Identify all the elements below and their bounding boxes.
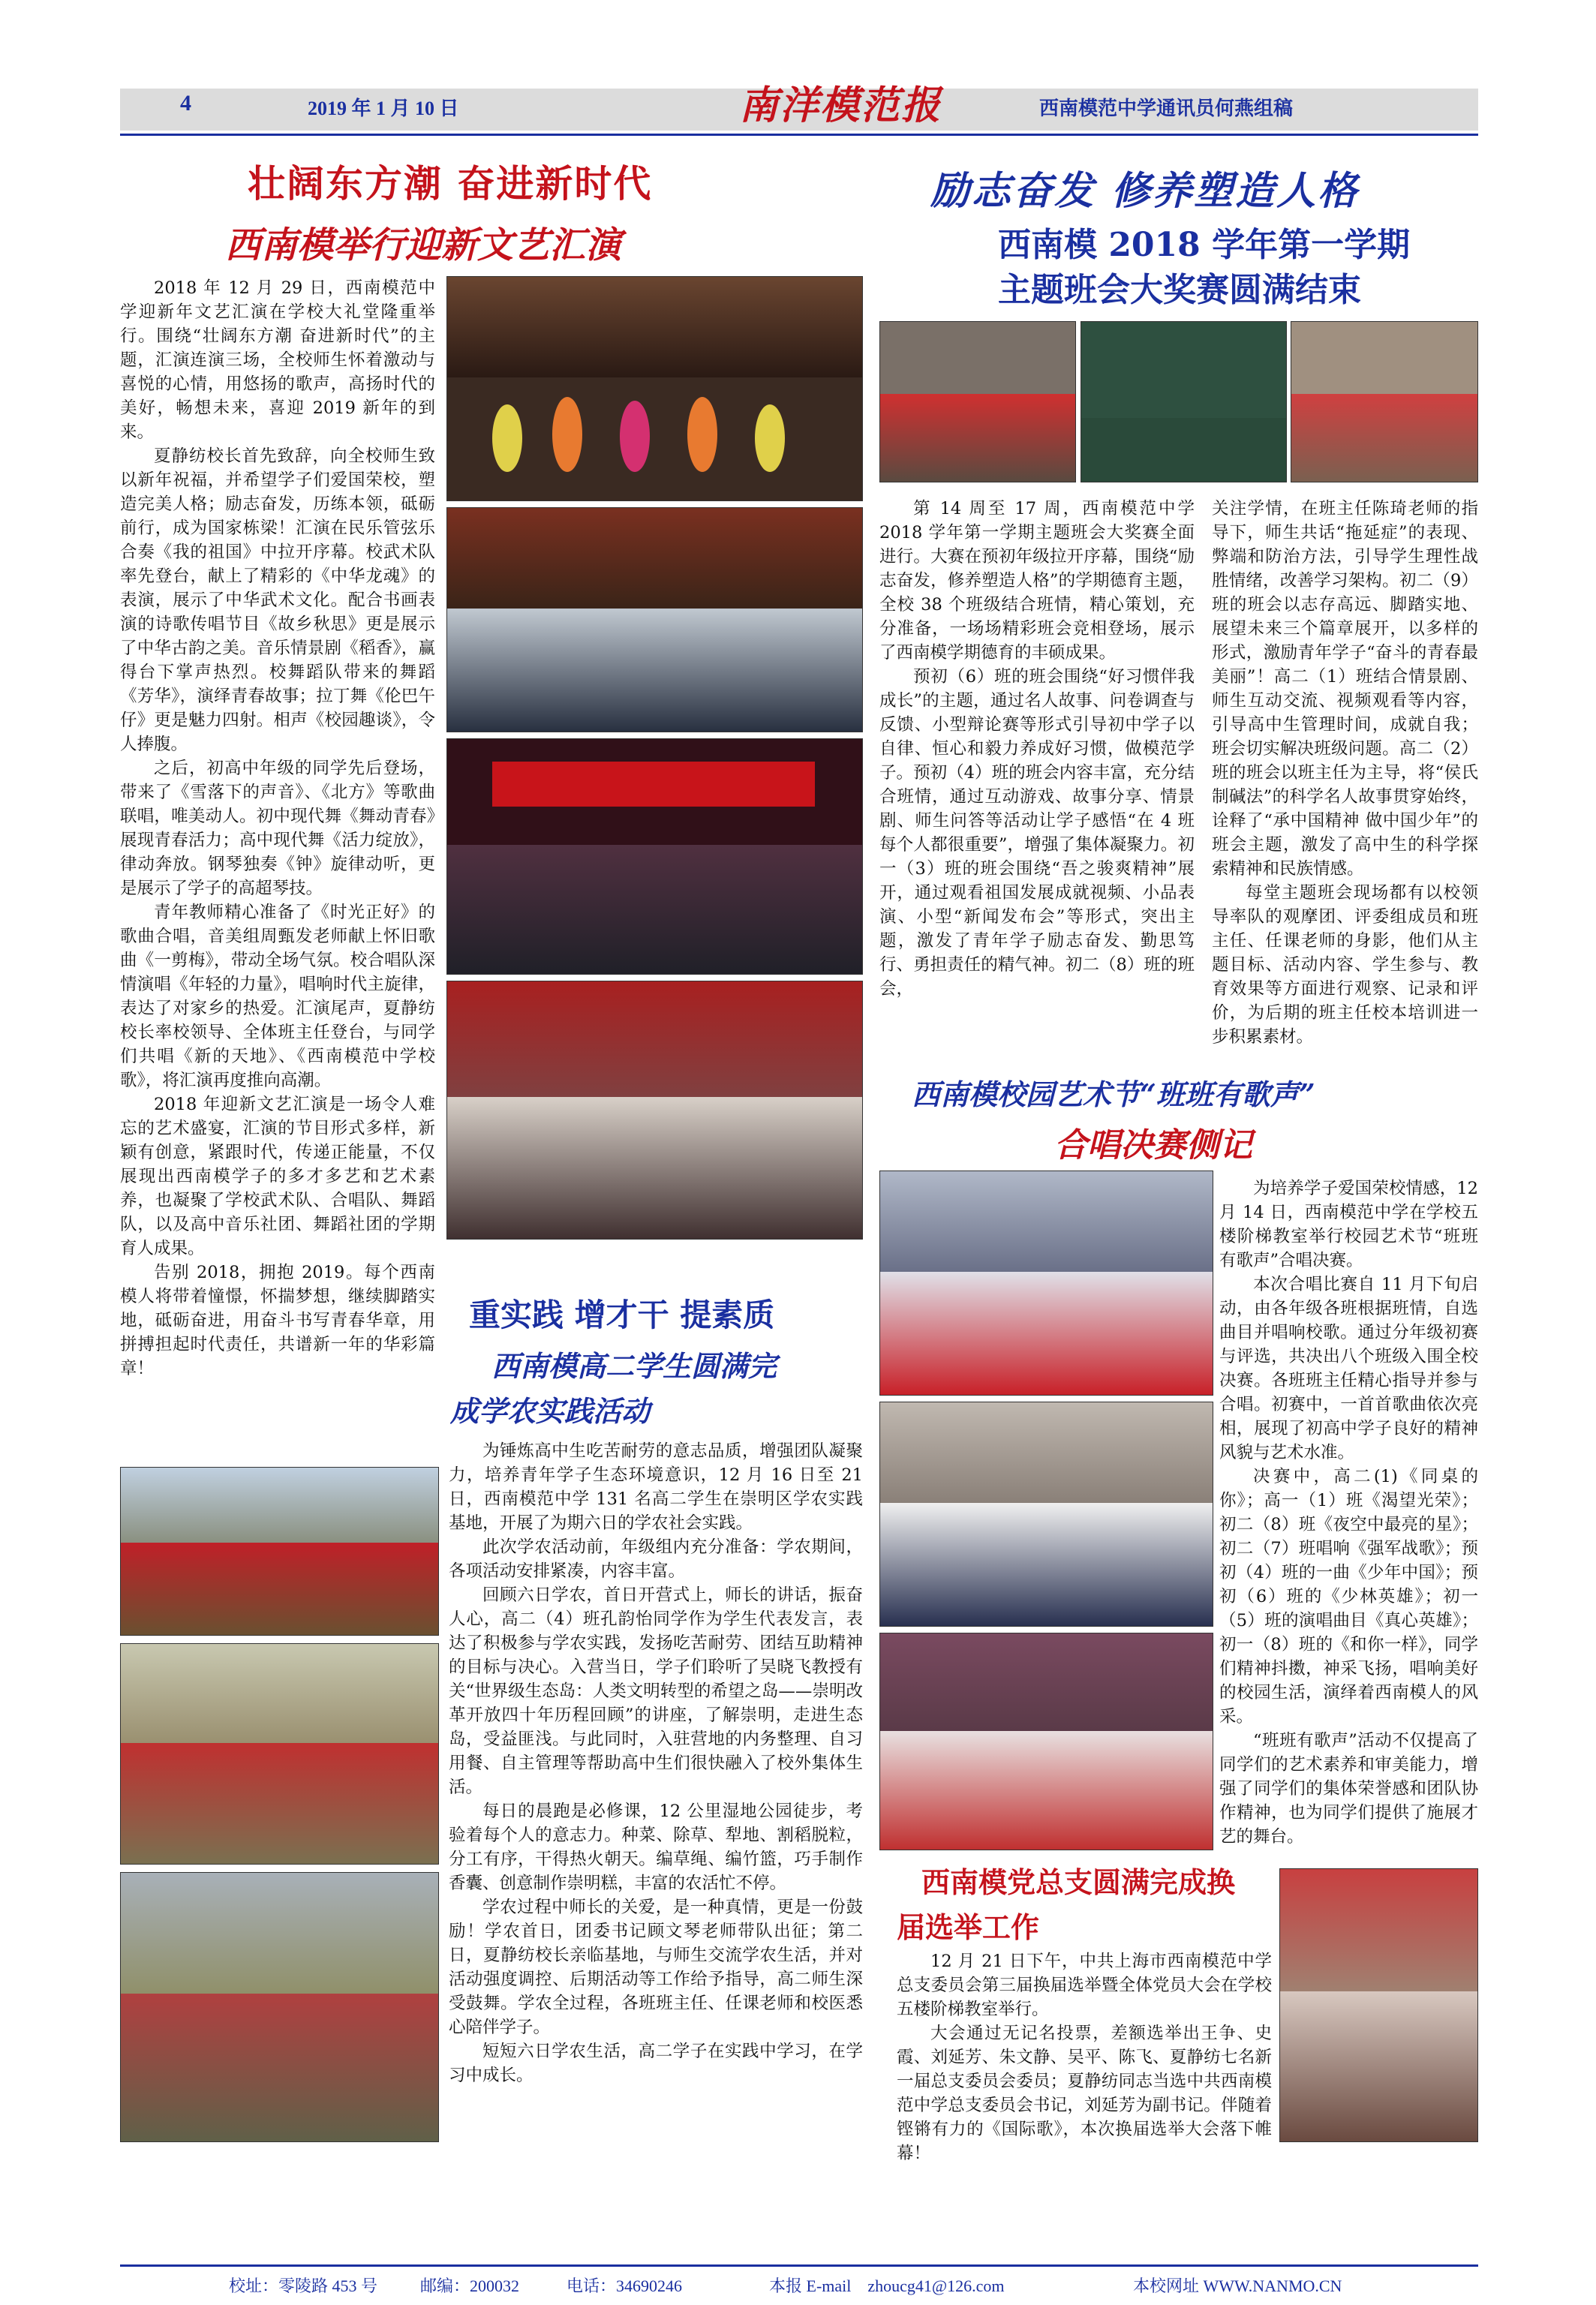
party-article: [897, 1949, 1272, 2165]
footer-zip: 邮编：200032: [420, 2276, 520, 2295]
photo-choir-1: [879, 1171, 1213, 1396]
left-subhead: 西南模举行迎新文艺汇演: [225, 224, 622, 266]
para: 关注学情，在班主任陈琦老师的指导下，师生共话“拖延症”的表现、弊端和防治方法，引导学生理性战胜情绪，改善学习架构。初二（9）班的班会以志存高远、脚踏实地、展望未来三个篇章展开，以多样的形式，激励青年学子“奋斗的青春最美丽”！高二（1）班结合情景剧、师生互动交流、视频观看等内容，引导高中生管理时间，成就自我；班会切实解决班级问题。高二（2）班的班会以班主任为主导，将“侯氏制碱法”的科学名人故事贯穿始终，诠释了“承中国精神 做中国少年”的班会主题，激发了高中生的科学探索精神和民族情感。: [1212, 499, 1478, 879]
para: 第 14 周至 17 周，西南模范中学 2018 学年第一学期主题班会大奖赛全面进行。大赛在预初年级拉开序幕，围绕“励志奋发，修养塑造人格”的学期德育主题，全校 38 个班级结合班情，精心策划，充分准备，一场场精彩班会竞相登场，展示了西南模学期德育的丰硕成果。: [879, 499, 1195, 663]
right-headline: 励志奋发 修养塑造人格: [930, 168, 1360, 214]
para: 12 月 21 日下午，中共上海市西南模范中学总支委员会第三届换届选举暨全体党员大会在学校五楼阶梯教室举行。: [897, 1952, 1272, 2019]
editor-credit: 西南模范中学通讯员何燕组稿: [1039, 98, 1294, 120]
footer-phone: 电话：34690246: [567, 2276, 683, 2295]
para: 回顾六日学农，首日开营式上，师长的讲话，振奋人心，高二（4）班孔韵怡同学作为学生代表发言，表达了积极参与学农实践，发扬吃苦耐劳、团结互助精神的目标与决心。入营当日，学子们聆听了吴晓飞教授有关“世界级生态岛：人类文明转型的希望之岛——崇明改革开放四十年历程回顾”的讲座，了解崇明，走进生态岛，受益匪浅。与此同时，入驻营地的内务整理、自习用餐、自主管理等帮助高中生们很快融入了校外集体生活。: [449, 1585, 863, 1797]
party-subhead: 届选举工作: [897, 1910, 1040, 1944]
right-article-col1: [879, 497, 1195, 1001]
photo-blackboard: [1081, 321, 1287, 482]
para: 为培养学子爱国荣校情感，12 月 14 日，西南模范中学在学校五楼阶梯教室举行校园艺术节“班班有歌声”合唱决赛。: [1219, 1179, 1478, 1270]
photo-classmeeting-2: [1291, 321, 1478, 482]
para: 每堂主题班会现场都有以校领导率队的观摩团、评委组成员和班主任、任课老师的身影，他们从主题目标、活动内容、学生参与、教育效果等方面进行观察、记录和评价，为后期的班主任校本培训进一步积累素材。: [1212, 883, 1478, 1047]
practice-article: [449, 1439, 863, 2087]
para: 决赛中，高二(1)《同桌的你》；高一（1）班《渴望光荣》；初二（8）班《夜空中最亮的星》；初二（7）班唱响《强军战歌》；预初（4）班的一曲《少年中国》；预初（6）班的《少林英雄》；初一（5）班的演唱曲目《真心英雄》；初一（8）班的《和你一样》，同学们精神抖擞，神采飞扬，唱响美好的校园生活，演绎着西南模人的风采。: [1219, 1467, 1478, 1726]
right-subhead-2: 主题班会大奖赛圆满结束: [998, 271, 1361, 309]
practice-headline: 重实践 增才干 提素质: [469, 1297, 775, 1333]
header-rule: [120, 134, 1478, 136]
para: “班班有歌声”活动不仅提高了同学们的艺术素养和审美能力，增强了同学们的集体荣誉感和团队协作精神，也为同学们提供了施展才艺的舞台。: [1219, 1731, 1478, 1847]
footer-rule: [120, 2264, 1478, 2267]
para: 每日的晨跑是必修课，12 公里湿地公园徒步，考验着每个人的意志力。种菜、除草、犁地、割稻脱粒，分工有序，干得热火朝天。编草绳、编竹篮，巧手制作香囊、创意制作崇明糕，丰富的农活忙不停。: [449, 1802, 863, 1893]
right-article-col2: [1212, 497, 1478, 1049]
para: 学农过程中师长的关爱，是一种真情，更是一份鼓励！学农首日，团委书记顾文琴老师带队出征；第二日，夏静纺校长亲临基地，与师生交流学农生活，并对活动强度调控、后期活动等工作给予指导，高二师生深受鼓舞。学农全过程，各班班主任、任课老师和校医悉心陪伴学子。: [449, 1898, 863, 2037]
issue-date: 2019 年 1 月 10 日: [308, 98, 459, 119]
para: 夏静纺校长首先致辞，向全校师生致以新年祝福，并希望学子们爱国荣校，塑造完美人格；励志奋发，历练本领，砥砺前行，成为国家栋梁！汇演在民乐管弦乐合奏《我的祖国》中拉开序幕。校武术队率先登台，献上了精彩的《中华龙魂》的表演，展示了中华武术文化。配合书画表演的诗歌传唱节目《故乡秋思》更是展示了中华古韵之美。音乐情景剧《稻香》，赢得台下掌声热烈。校舞蹈队带来的舞蹈《芳华》，演绎青春故事；拉丁舞《伦巴午仔》更是魅力四射。相声《校园趣谈》，令人捧腹。: [120, 446, 435, 754]
photo-party-meeting: [1279, 1868, 1478, 2142]
party-headline: 西南模党总支圆满完成换: [921, 1865, 1236, 1899]
para: 2018 年迎新文艺汇演是一场令人难忘的艺术盛宴，汇演的节目形式多样，新颖有创意，紧跟时代，传递正能量，不仅展现出西南模学子的多才多艺和艺术素养，也凝聚了学校武术队、合唱队、舞蹈队，以及高中音乐社团、舞蹈社团的学期育人成果。: [120, 1095, 435, 1258]
photo-tug-of-war: [120, 1872, 439, 2142]
choir-subhead: 合唱决赛侧记: [1054, 1126, 1252, 1165]
choir-headline: 西南模校园艺术节“班班有歌声”: [912, 1077, 1315, 1111]
practice-subhead-1: 西南模高二学生圆满完: [491, 1349, 777, 1383]
para: 本次合唱比赛自 11 月下旬启动，由各年级各班根据班情，自选曲目并唱响校歌。通过分年级初赛与评选，共决出八个班级入围全校决赛。各班班主任精心指导并参与合唱。初赛中，一首首歌曲依次亮相，展现了初高中学子良好的精神风貌与艺术水准。: [1219, 1275, 1478, 1462]
para: 为锤炼高中生吃苦耐劳的意志品质，增强团队凝聚力，培养青年学子生态环境意识，12 月 16 日至 21 日，西南模范中学 131 名高二学生在崇明区学农实践基地，开展了为期六日的学农社会实践。: [449, 1441, 863, 1533]
para: 告别 2018，拥抱 2019。每个西南模人将带着憧憬，怀揣梦想，继续脚踏实地，砥砺奋进，用奋斗书写青春华章，用拼搏担起时代责任，共谱新一年的华彩篇章！: [120, 1263, 435, 1378]
para: 青年教师精心准备了《时光正好》的歌曲合唱，音美组周甄发老师献上怀旧歌曲《一剪梅》，带动全场气氛。校合唱队深情演唱《年轻的力量》，唱响时代主旋律，表达了对家乡的热爱。汇演尾声，夏静纺校长率校领导、全体班主任登台，与同学们共唱《新的天地》、《西南模范中学校歌》，将汇演再度推向高潮。: [120, 903, 435, 1090]
photo-guzheng: [446, 981, 863, 1240]
photo-teachers-singing: [446, 507, 863, 732]
photo-stage-banner: [446, 738, 863, 975]
photo-classmeeting-1: [879, 321, 1076, 482]
photo-martial-arts: [446, 276, 863, 501]
footer-website[interactable]: 本校网址 WWW.NANMO.CN: [1133, 2276, 1342, 2295]
photo-choir-3: [879, 1633, 1213, 1850]
para: 预初（6）班的班会围绕“好习惯伴我成长”的主题，通过名人故事、问卷调查与反馈、小型辩论赛等形式引导初中学子以自律、恒心和毅力养成好习惯，做模范学子。预初（4）班的班会内容丰富，充分结合班情，通过互动游戏、故事分享、情景剧、师生问答等活动让学子感悟“在 4 班每个人都很重要”，增强了集体凝聚力。初一（3）班的班会围绕“吾之骏爽精神”展开，通过观看祖国发展成就视频、小品表演、小型“新闻发布会”等形式，突出主题，激发了青年学子励志奋发、勤思笃行、勇担责任的精气神。初二（8）班的班会，: [879, 667, 1195, 999]
page-number: 4: [180, 91, 191, 116]
footer-email[interactable]: 本报 E-mail zhoucg41@126.com: [769, 2276, 1005, 2295]
photo-farm-group: [120, 1467, 439, 1636]
para: 2018 年 12 月 29 日，西南模范中学迎新年文艺汇演在学校大礼堂隆重举行。围绕“壮阔东方潮 奋进新时代”的主题，汇演连演三场，全校师生怀着激动与喜悦的心情，用悠扬的歌声，高扬时代的美好，畅想未来，喜迎 2019 新年的到来。: [120, 278, 435, 442]
left-headline: 壮阔东方潮 奋进新时代: [248, 161, 653, 206]
para: 短短六日学农生活，高二学子在实践中学习，在学习中成长。: [449, 2042, 863, 2085]
practice-subhead-2: 成学农实践活动: [450, 1394, 651, 1428]
left-article: [120, 276, 435, 1381]
para: 大会通过无记名投票，差额选举出王争、史霞、刘延芳、朱文静、吴平、陈飞、夏静纺七名新一届总支委员会委员；夏静纺同志当选中共西南模范中学总支委员会书记，刘延芳为副书记。伴随着铿锵有力的《国际歌》，本次换届选举大会落下帷幕！: [897, 2024, 1272, 2163]
masthead-logo: 南洋模范报: [739, 83, 942, 128]
photo-harvest: [120, 1643, 439, 1865]
para: 此次学农活动前，年级组内充分准备：学农期间，各项活动安排紧凑，内容丰富。: [449, 1537, 863, 1581]
photo-choir-2: [879, 1402, 1213, 1627]
choir-article: [1219, 1177, 1478, 1849]
para: 之后，初高中年级的同学先后登场，带来了《雪落下的声音》、《北方》等歌曲联唱，唯美动人。初中现代舞《舞动青春》展现青春活力；高中现代舞《活力绽放》，律动奔放。钢琴独奏《钟》旋律动听，更是展示了学子的高超琴技。: [120, 759, 435, 898]
footer-address: 校址：零陵路 453 号: [229, 2276, 378, 2295]
right-subhead-1: 西南模 2018 学年第一学期: [998, 226, 1411, 264]
